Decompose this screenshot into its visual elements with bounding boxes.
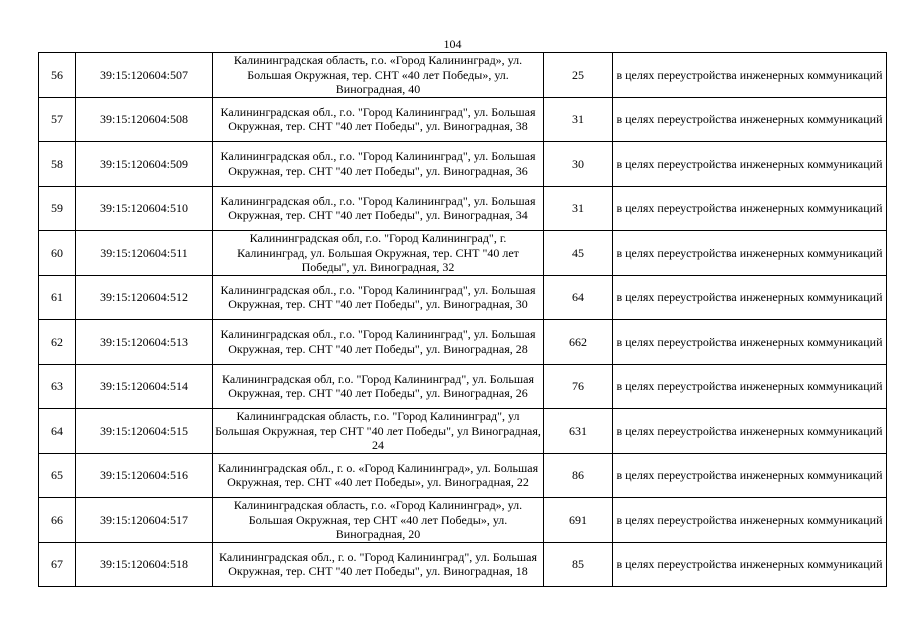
area-cell: 85 bbox=[544, 542, 613, 587]
table-row bbox=[39, 53, 887, 98]
address-cell: Калининградская обл., г.о. "Город Калининград", ул. Большая Окружная, тер. СНТ "40 лет Победы", ул. Виноградная, 38 bbox=[213, 97, 544, 142]
purpose-cell: в целях переустройства инженерных коммуникаций bbox=[613, 53, 887, 98]
table-row bbox=[39, 498, 887, 543]
table-row bbox=[39, 320, 887, 365]
area-cell: 662 bbox=[544, 320, 613, 365]
area-cell: 76 bbox=[544, 364, 613, 409]
table-row bbox=[39, 142, 887, 187]
area-cell: 25 bbox=[544, 53, 613, 98]
area-cell: 86 bbox=[544, 453, 613, 498]
cadastral-number-cell: 39:15:120604:515 bbox=[76, 409, 213, 454]
table-row bbox=[39, 364, 887, 409]
address-cell: Калининградская область, г.о. "Город Калининград", ул Большая Окружная, тер СНТ "40 лет Победы", ул Виноградная, 24 bbox=[213, 409, 544, 454]
address-cell: Калининградская область, г.о. «Город Калининград», ул. Большая Окружная, тер. СНТ «40 лет Победы», ул. Виноградная, 40 bbox=[213, 53, 544, 98]
purpose-cell: в целях переустройства инженерных коммуникаций bbox=[613, 97, 887, 142]
land-plot-table bbox=[38, 52, 887, 587]
cadastral-number-cell: 39:15:120604:518 bbox=[76, 542, 213, 587]
table-row bbox=[39, 453, 887, 498]
purpose-cell: в целях переустройства инженерных коммуникаций bbox=[613, 320, 887, 365]
table-row bbox=[39, 275, 887, 320]
area-cell: 31 bbox=[544, 97, 613, 142]
cadastral-number-cell: 39:15:120604:514 bbox=[76, 364, 213, 409]
table-row bbox=[39, 97, 887, 142]
row-number-cell: 61 bbox=[39, 275, 76, 320]
address-cell: Калининградская обл., г. о. "Город Калининград", ул. Большая Окружная, тер. СНТ "40 лет Победы", ул. Виноградная, 18 bbox=[213, 542, 544, 587]
cadastral-number-cell: 39:15:120604:512 bbox=[76, 275, 213, 320]
row-number-cell: 63 bbox=[39, 364, 76, 409]
area-cell: 64 bbox=[544, 275, 613, 320]
row-number-cell: 62 bbox=[39, 320, 76, 365]
purpose-cell: в целях переустройства инженерных коммуникаций bbox=[613, 364, 887, 409]
address-cell: Калининградская область, г.о. «Город Калининград», ул. Большая Окружная, тер СНТ «40 лет Победы», ул. Виноградная, 20 bbox=[213, 498, 544, 543]
cadastral-number-cell: 39:15:120604:507 bbox=[76, 53, 213, 98]
table-row bbox=[39, 231, 887, 276]
row-number-cell: 59 bbox=[39, 186, 76, 231]
purpose-cell: в целях переустройства инженерных коммуникаций bbox=[613, 142, 887, 187]
purpose-cell: в целях переустройства инженерных коммуникаций bbox=[613, 542, 887, 587]
cadastral-number-cell: 39:15:120604:513 bbox=[76, 320, 213, 365]
purpose-cell: в целях переустройства инженерных коммуникаций bbox=[613, 275, 887, 320]
purpose-cell: в целях переустройства инженерных коммуникаций bbox=[613, 186, 887, 231]
address-cell: Калининградская обл., г.о. "Город Калининград", ул. Большая Окружная, тер. СНТ "40 лет Победы", ул. Виноградная, 36 bbox=[213, 142, 544, 187]
cadastral-number-cell: 39:15:120604:508 bbox=[76, 97, 213, 142]
cadastral-number-cell: 39:15:120604:510 bbox=[76, 186, 213, 231]
row-number-cell: 60 bbox=[39, 231, 76, 276]
cadastral-number-cell: 39:15:120604:516 bbox=[76, 453, 213, 498]
table-row bbox=[39, 186, 887, 231]
cadastral-number-cell: 39:15:120604:517 bbox=[76, 498, 213, 543]
purpose-cell: в целях переустройства инженерных коммуникаций bbox=[613, 409, 887, 454]
area-cell: 30 bbox=[544, 142, 613, 187]
row-number-cell: 56 bbox=[39, 53, 76, 98]
area-cell: 631 bbox=[544, 409, 613, 454]
purpose-cell: в целях переустройства инженерных коммуникаций bbox=[613, 498, 887, 543]
table-row bbox=[39, 409, 887, 454]
row-number-cell: 58 bbox=[39, 142, 76, 187]
address-cell: Калининградская обл., г.о. "Город Калининград", ул. Большая Окружная, тер. СНТ "40 лет Победы", ул. Виноградная, 30 bbox=[213, 275, 544, 320]
row-number-cell: 57 bbox=[39, 97, 76, 142]
purpose-cell: в целях переустройства инженерных коммуникаций bbox=[613, 453, 887, 498]
table-row bbox=[39, 542, 887, 587]
address-cell: Калининградская обл, г.о. "Город Калининград", ул. Большая Окружная, тер. СНТ "40 лет Победы", ул. Виноградная, 26 bbox=[213, 364, 544, 409]
address-cell: Калининградская обл., г.о. "Город Калининград", ул. Большая Окружная, тер. СНТ "40 лет Победы", ул. Виноградная, 28 bbox=[213, 320, 544, 365]
cadastral-number-cell: 39:15:120604:511 bbox=[76, 231, 213, 276]
row-number-cell: 64 bbox=[39, 409, 76, 454]
row-number-cell: 65 bbox=[39, 453, 76, 498]
area-cell: 45 bbox=[544, 231, 613, 276]
address-cell: Калининградская обл., г. о. «Город Калининград», ул. Большая Окружная, тер. СНТ «40 лет Победы», ул. Виноградная, 22 bbox=[213, 453, 544, 498]
table-body bbox=[39, 53, 887, 587]
address-cell: Калининградская обл, г.о. "Город Калининград", г. Калининград, ул. Большая Окружная, тер. СНТ "40 лет Победы", ул. Виноградная, 32 bbox=[213, 231, 544, 276]
row-number-cell: 66 bbox=[39, 498, 76, 543]
purpose-cell: в целях переустройства инженерных коммуникаций bbox=[613, 231, 887, 276]
row-number-cell: 67 bbox=[39, 542, 76, 587]
address-cell: Калининградская обл., г.о. "Город Калининград", ул. Большая Окружная, тер. СНТ "40 лет Победы", ул. Виноградная, 34 bbox=[213, 186, 544, 231]
page-number: 104 bbox=[443, 37, 462, 51]
area-cell: 691 bbox=[544, 498, 613, 543]
area-cell: 31 bbox=[544, 186, 613, 231]
cadastral-number-cell: 39:15:120604:509 bbox=[76, 142, 213, 187]
